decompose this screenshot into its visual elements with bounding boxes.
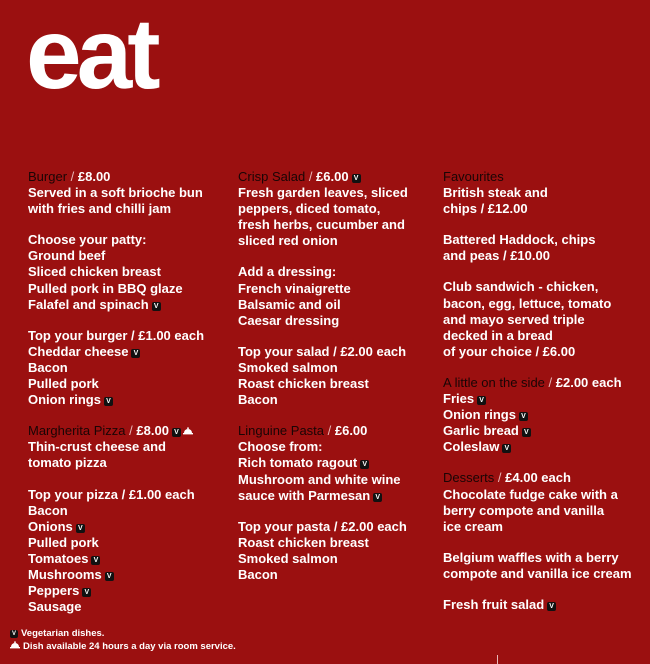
heading-price: £6.00	[316, 169, 349, 184]
heading-label: Burger	[28, 169, 68, 184]
veg-v-icon: V	[76, 524, 85, 533]
line-text: Smoked salmon	[238, 359, 338, 375]
line-text: berry compote and vanilla	[443, 502, 605, 518]
menu-line	[28, 455, 234, 471]
line-text: Fresh garden leaves, sliced	[238, 185, 408, 201]
legend-room-service	[10, 640, 236, 653]
menu-column-1	[28, 169, 234, 630]
menu-line	[238, 519, 444, 535]
line-text: sauce with Parmesan	[238, 487, 371, 503]
line-text: Onion rings	[28, 392, 101, 408]
menu-line	[238, 472, 444, 488]
menu-line	[28, 281, 234, 297]
menu-line	[28, 535, 234, 551]
section-heading	[443, 169, 643, 185]
line-text: Smoked salmon	[238, 550, 338, 566]
line-text: and peas / £10.00	[443, 248, 550, 264]
section-heading	[443, 470, 643, 486]
menu-line	[238, 264, 444, 280]
line-text: compote and vanilla ice cream	[443, 565, 632, 581]
heading-price: £2.00 each	[555, 374, 622, 390]
menu-line	[238, 439, 444, 455]
line-text: with fries and chilli jam	[28, 201, 172, 217]
section-heading	[238, 169, 444, 185]
menu-line	[238, 201, 444, 217]
menu-line	[28, 392, 234, 408]
menu-line	[443, 487, 643, 503]
line-text: Onion rings	[443, 407, 516, 423]
heading-price: £4.00 each	[505, 470, 571, 486]
menu-section	[238, 519, 444, 583]
line-text: Falafel and spinach	[28, 296, 149, 312]
menu-line	[443, 312, 643, 328]
veg-v-icon: V	[11, 631, 16, 637]
heading-label: Linguine Pasta	[238, 423, 325, 439]
heading-label: A little on the side	[443, 374, 545, 390]
veg-v-icon: V	[352, 174, 361, 183]
line-text: bacon, egg, lettuce, tomato	[443, 295, 612, 311]
line-text: Sausage	[28, 599, 82, 615]
menu-line	[443, 407, 643, 423]
menu-line	[238, 185, 444, 201]
menu-section	[443, 169, 643, 217]
menu-line	[238, 313, 444, 329]
menu-line	[28, 503, 234, 519]
menu-line	[28, 297, 234, 313]
line-text: Bacon	[28, 359, 68, 375]
veg-v-icon: V	[522, 428, 531, 437]
menu-line	[443, 391, 643, 407]
line-text: Top your pizza / £1.00 each	[28, 486, 195, 502]
line-text: decked in a bread	[443, 327, 553, 343]
line-text: of your choice / £6.00	[443, 343, 576, 359]
menu-line	[28, 201, 234, 217]
line-text: Fresh fruit salad	[443, 596, 545, 612]
legend-veg-text: Vegetarian dishes.	[21, 628, 105, 639]
line-text: Caesar dressing	[238, 312, 340, 328]
line-text: Bacon	[238, 566, 278, 582]
corner-tick	[497, 655, 498, 664]
menu-line	[443, 328, 643, 344]
menu-line	[238, 392, 444, 408]
line-text: and mayo served triple	[443, 311, 585, 327]
menu-section	[443, 550, 643, 582]
menu-section	[238, 169, 444, 249]
line-text: Tomatoes	[28, 550, 89, 566]
line-text: Coleslaw	[443, 439, 500, 455]
veg-v-icon: V	[502, 444, 511, 453]
menu-line	[238, 360, 444, 376]
menu-line	[28, 360, 234, 376]
line-text: Mushrooms	[28, 566, 102, 582]
menu-line	[443, 185, 643, 201]
menu-line	[443, 232, 643, 248]
menu-line	[28, 439, 234, 455]
menu-line	[238, 297, 444, 313]
menu-line	[28, 599, 234, 615]
veg-v-icon: V	[131, 349, 140, 358]
line-text: Top your salad / £2.00 each	[238, 343, 407, 359]
cloche-icon	[10, 640, 20, 649]
menu-section	[28, 232, 234, 312]
menu-section	[443, 375, 643, 455]
line-text: chips / £12.00	[443, 201, 528, 217]
menu-line	[28, 232, 234, 248]
menu-section	[28, 328, 234, 408]
menu-column-3	[443, 169, 643, 628]
line-text: Top your pasta / £2.00 each	[238, 518, 407, 534]
menu-line	[443, 550, 643, 566]
menu-line	[28, 583, 234, 599]
menu-line	[238, 455, 444, 471]
menu-line	[28, 328, 234, 344]
menu-line	[238, 488, 444, 504]
menu-line	[28, 567, 234, 583]
heading-label: Desserts	[443, 470, 495, 486]
section-heading	[28, 169, 234, 185]
section-heading	[238, 423, 444, 439]
menu-section	[443, 279, 643, 359]
menu-line	[443, 423, 643, 439]
line-text: Add a dressing:	[238, 264, 337, 280]
heading-separator: /	[125, 423, 137, 439]
legend	[10, 628, 236, 653]
menu-line	[28, 376, 234, 392]
veg-v-icon: V	[152, 302, 161, 311]
section-heading	[443, 375, 643, 391]
line-text: British steak and	[443, 185, 548, 201]
heading-separator: /	[494, 470, 506, 486]
heading-separator: /	[544, 374, 556, 390]
line-text: Ground beef	[28, 248, 106, 264]
line-text: Bacon	[238, 392, 278, 408]
line-text: sliced red onion	[238, 233, 338, 249]
line-text: Pulled pork	[28, 376, 99, 392]
menu-line	[238, 535, 444, 551]
menu-line	[443, 597, 643, 613]
line-text: Pulled pork in BBQ glaze	[28, 280, 183, 296]
menu-line	[238, 551, 444, 567]
veg-v-icon: V	[477, 396, 486, 405]
veg-v-icon: V	[91, 556, 100, 565]
line-text: Onions	[28, 518, 73, 534]
line-text: Cheddar cheese	[28, 343, 129, 359]
line-text: Battered Haddock, chips	[443, 232, 596, 248]
line-text: Thin-crust cheese and	[28, 439, 166, 455]
line-text: Mushroom and white wine	[238, 471, 401, 487]
line-text: ice cream	[443, 518, 503, 534]
menu-line	[28, 551, 234, 567]
menu-section	[28, 487, 234, 616]
veg-v-icon: V	[105, 572, 114, 581]
line-text: Garlic bread	[443, 423, 519, 439]
section-heading	[28, 423, 234, 439]
heading-separator: /	[324, 423, 335, 439]
menu-section	[443, 597, 643, 613]
heading-label: Crisp Salad	[238, 169, 306, 184]
line-text: tomato pizza	[28, 455, 107, 471]
menu-line	[238, 344, 444, 360]
line-text: Roast chicken breast	[238, 376, 369, 392]
menu-line	[28, 487, 234, 503]
menu-section	[238, 423, 444, 503]
menu-line	[443, 201, 643, 217]
menu-line	[238, 567, 444, 583]
menu-section	[238, 344, 444, 408]
menu-line	[28, 264, 234, 280]
line-text: Top your burger / £1.00 each	[28, 327, 205, 343]
menu-line	[443, 279, 643, 295]
line-text: Roast chicken breast	[238, 534, 369, 550]
heading-price: £8.00	[136, 423, 169, 439]
menu-line	[28, 344, 234, 360]
menu-line	[238, 233, 444, 249]
eat-logo: eat	[26, 0, 156, 110]
menu-column-2	[238, 169, 444, 598]
line-text: Served in a soft brioche bun	[28, 185, 203, 201]
line-text: Rich tomato ragout	[238, 455, 358, 471]
heading-separator: /	[305, 169, 317, 184]
menu-line	[238, 281, 444, 297]
heading-price: £6.00	[334, 423, 368, 439]
heading-separator: /	[67, 169, 78, 184]
veg-v-icon: V	[360, 460, 369, 469]
line-text: Sliced chicken breast	[28, 264, 161, 280]
menu-line	[443, 519, 643, 535]
line-text: Balsamic and oil	[238, 296, 341, 312]
heading-price: £8.00	[77, 169, 111, 184]
line-text: Pulled pork	[28, 534, 99, 550]
menu-line	[28, 248, 234, 264]
menu-line	[443, 248, 643, 264]
menu-section	[28, 169, 234, 217]
veg-v-icon: V	[547, 602, 556, 611]
menu-line	[443, 344, 643, 360]
veg-v-icon: V	[519, 412, 528, 421]
line-text: fresh herbs, cucumber and	[238, 217, 405, 233]
veg-v-icon: V	[104, 397, 113, 406]
veg-v-icon: V	[172, 428, 181, 437]
heading-label: Margherita Pizza	[28, 423, 126, 439]
menu-line	[28, 185, 234, 201]
line-text: Club sandwich - chicken,	[443, 279, 599, 295]
veg-v-icon: V	[373, 493, 382, 502]
line-text: Bacon	[28, 502, 68, 518]
line-text: Peppers	[28, 583, 80, 599]
cloche-icon	[183, 426, 193, 435]
line-text: French vinaigrette	[238, 280, 351, 296]
menu-line	[238, 376, 444, 392]
line-text: Chocolate fudge cake with a	[443, 486, 618, 502]
menu-line	[28, 519, 234, 535]
line-text: Choose from:	[238, 439, 323, 455]
menu-line	[443, 566, 643, 582]
line-text: Belgium waffles with a berry	[443, 549, 619, 565]
line-text: Fries	[443, 391, 475, 407]
menu-section	[443, 470, 643, 534]
veg-v-icon: V	[82, 588, 91, 597]
heading-label: Favourites	[443, 169, 504, 184]
line-text: peppers, diced tomato,	[238, 201, 381, 217]
menu-line	[238, 217, 444, 233]
legend-veg	[10, 628, 236, 640]
menu-section	[28, 423, 234, 471]
legend-room-text: Dish available 24 hours a day via room service.	[23, 641, 236, 652]
menu-line	[443, 503, 643, 519]
menu-line	[443, 296, 643, 312]
menu-line	[443, 439, 643, 455]
menu-section	[443, 232, 643, 264]
menu-section	[238, 264, 444, 328]
line-text: Choose your patty:	[28, 232, 147, 248]
